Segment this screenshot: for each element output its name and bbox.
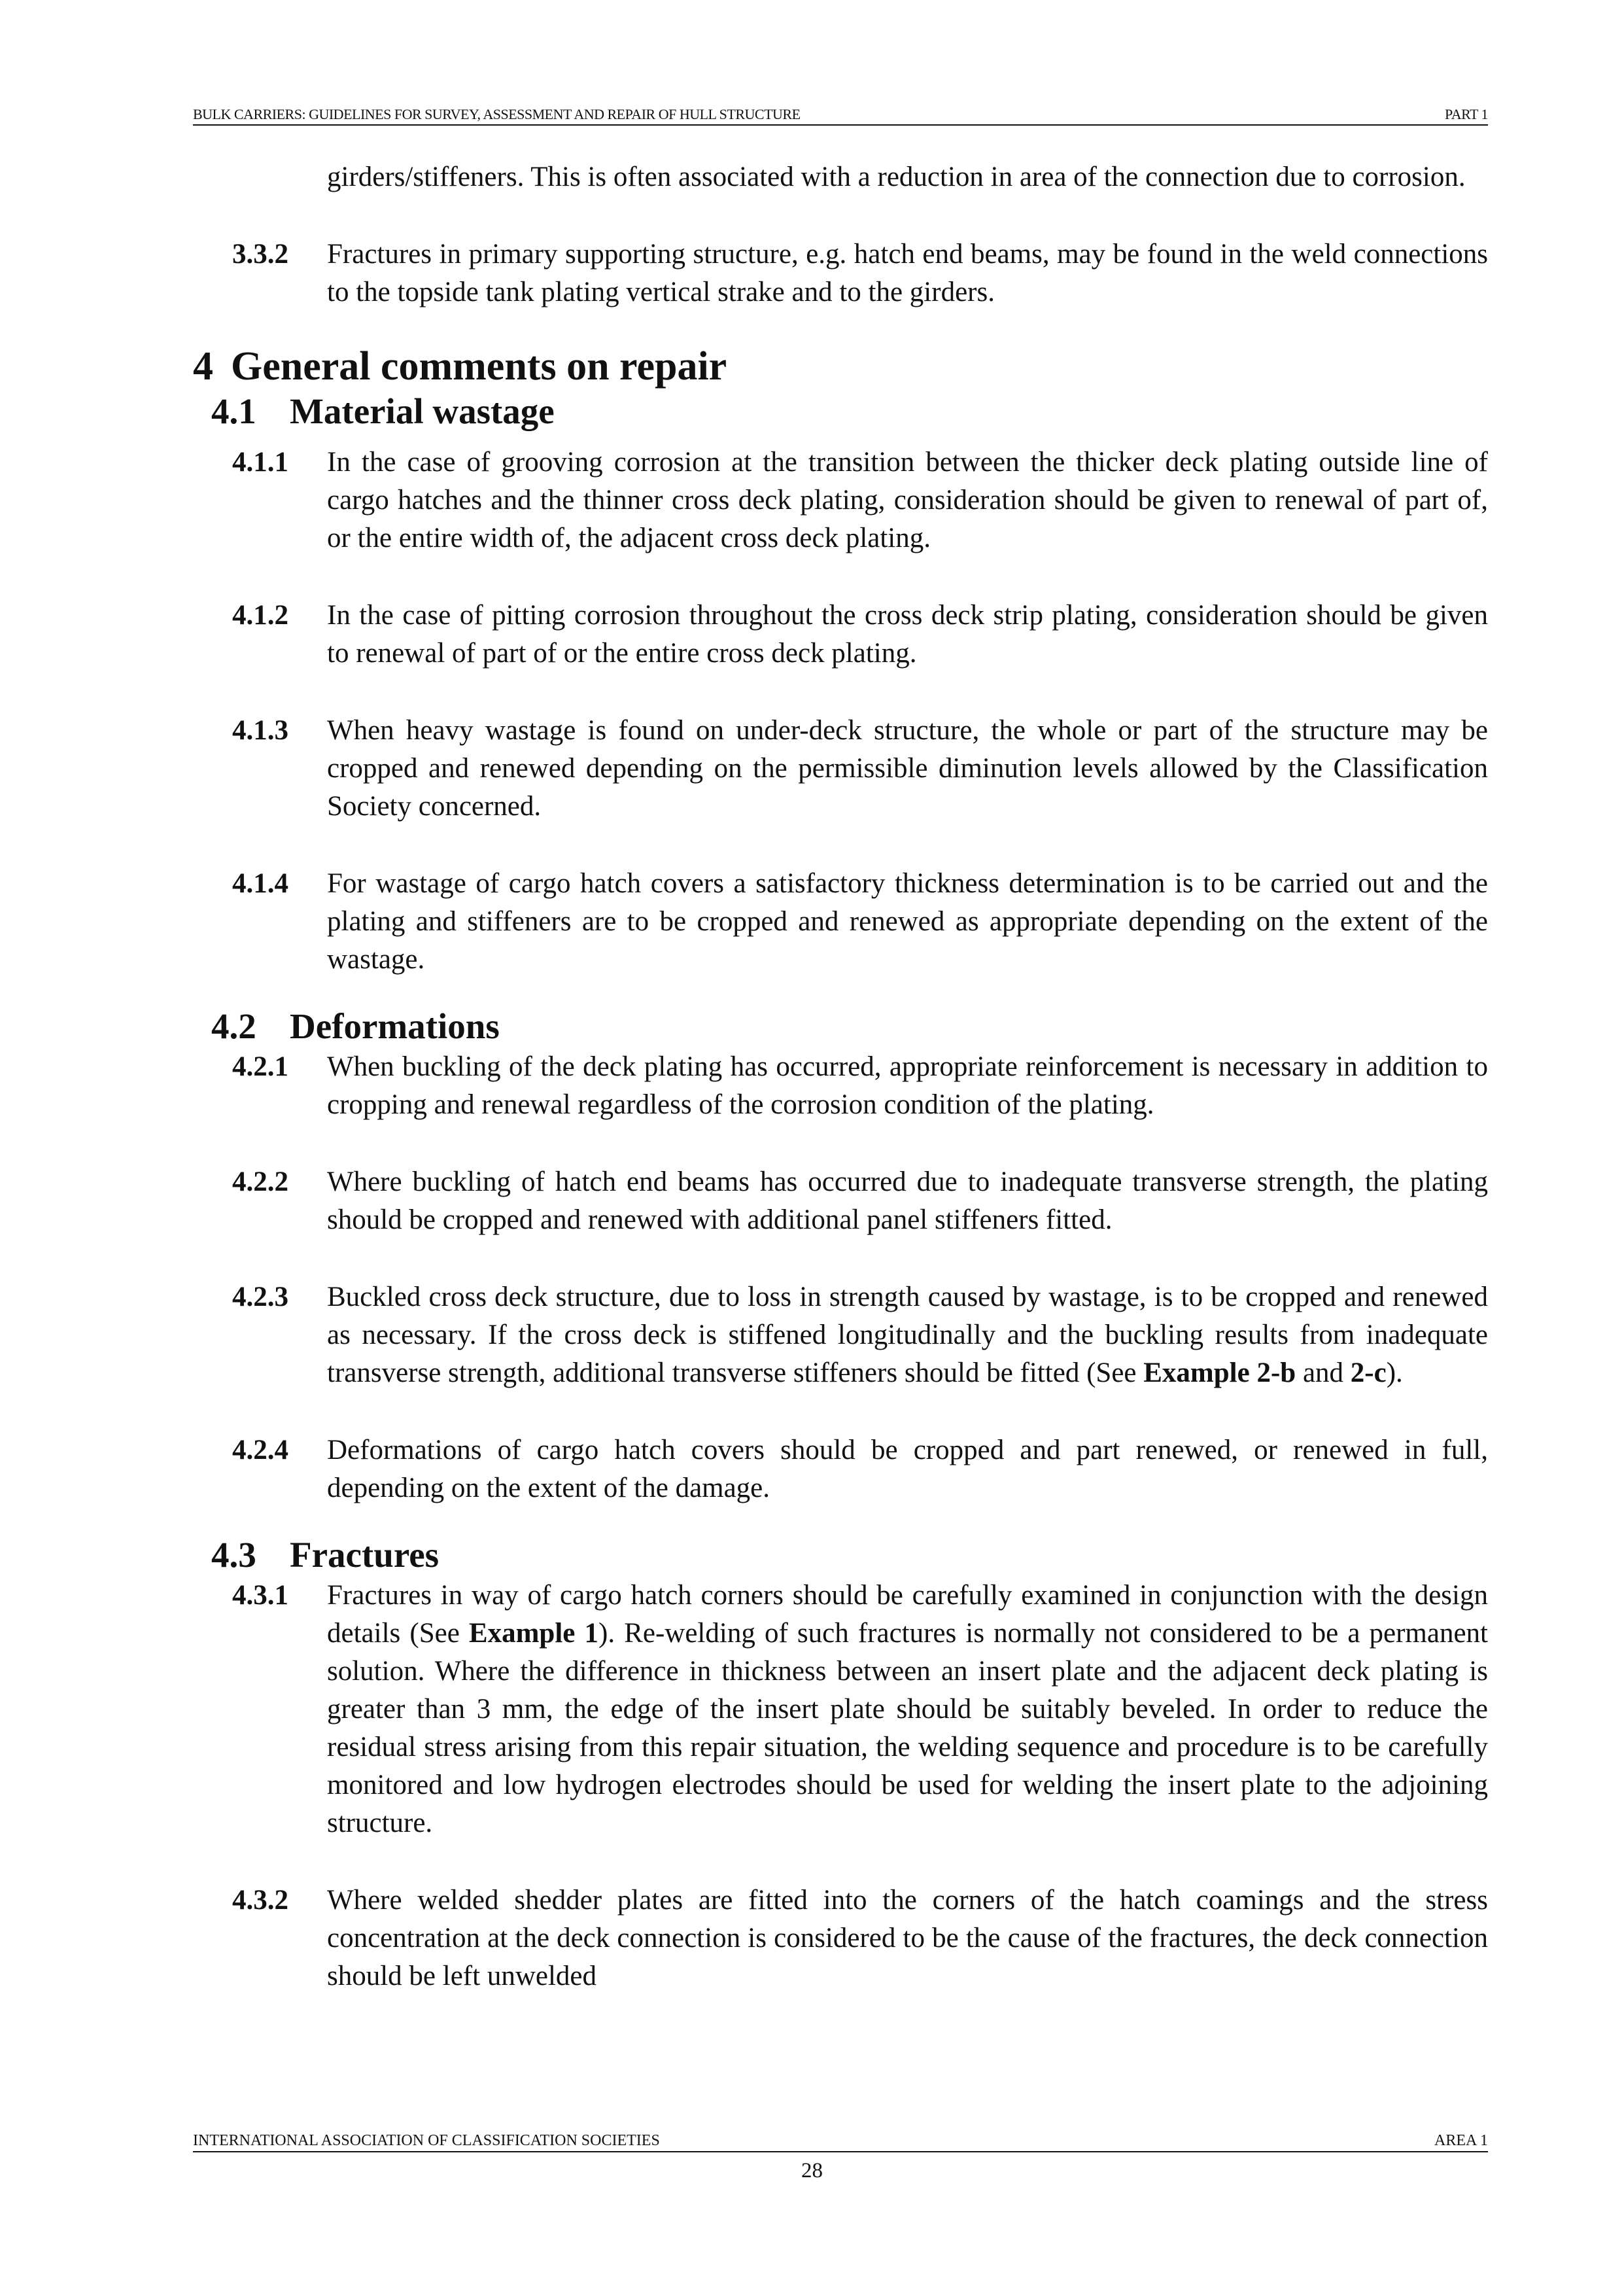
paragraph-text: Fractures in primary supporting structure, e.g. hatch end beams, may be found in the weld connections to the topside tank plating vertical strake and to the girders. (327, 239, 1488, 307)
header-part: PART 1 (1445, 106, 1488, 122)
paragraph-4-2-2 (193, 1163, 1488, 1239)
header-title: BULK CARRIERS: GUIDELINES FOR SURVEY, ASSESSMENT AND REPAIR OF HULL STRUCTURE (193, 106, 801, 122)
paragraph-text: When heavy wastage is found on under-deck structure, the whole or part of the structure may be cropped and renewed depending on the permissible diminution levels allowed by the Classification Society concerned. (327, 715, 1488, 822)
paragraph-number: 4.1.4 (232, 868, 288, 899)
paragraph-number: 3.3.2 (232, 239, 288, 270)
paragraph-text: Where welded shedder plates are fitted into the corners of the hatch coamings and the stress concentration at the deck connection is considered to be the cause of the fractures, the deck connection should be left unwelded (327, 1885, 1488, 1991)
section-heading-4 (193, 343, 1488, 390)
subsection-number: 4.3 (211, 1535, 256, 1575)
example-reference: 2-c (1350, 1358, 1387, 1388)
paragraph-4-2-4 (193, 1431, 1488, 1507)
paragraph-3-3-2 (193, 236, 1488, 311)
paragraph-text: Deformations of cargo hatch covers should be cropped and part renewed, or renewed in full, depending on the extent of the damage. (327, 1435, 1488, 1503)
paragraph-4-1-1 (193, 444, 1488, 557)
section-number: 4 (193, 344, 213, 389)
subsection-heading-4-3 (211, 1533, 1488, 1577)
subsection-heading-4-2 (211, 1005, 1488, 1048)
example-reference: Example 1 (468, 1618, 598, 1649)
page-header (193, 105, 1488, 126)
subsection-number: 4.2 (211, 1006, 256, 1046)
paragraph-text: Buckled cross deck structure, due to loss in strength caused by wastage, is to be cropped and renewed as necessary. If the cross deck is stiffened longitudinally and the buckling results from inadequate transverse strength, additional transverse stiffeners should be fitted (See Example 2-b and 2-c). (327, 1282, 1488, 1388)
paragraph-text: In the case of pitting corrosion throughout the cross deck strip plating, consideration should be given to renewal of part of or the entire cross deck plating. (327, 600, 1488, 669)
paragraph-4-1-2 (193, 597, 1488, 673)
paragraph-number: 4.1.2 (232, 600, 288, 631)
page-number: 28 (801, 2159, 823, 2182)
page-footer (193, 2130, 1488, 2152)
paragraph-text: Where buckling of hatch end beams has occurred due to inadequate transverse strength, the plating should be cropped and renewed with additional panel stiffeners fitted. (327, 1166, 1488, 1235)
paragraph-4-1-3 (193, 712, 1488, 826)
subsection-number: 4.1 (211, 391, 256, 431)
paragraph-number: 4.1.1 (232, 447, 288, 478)
paragraph-4-1-4 (193, 865, 1488, 979)
footer-area: AREA 1 (1434, 2132, 1488, 2149)
paragraph-4-2-3 (193, 1278, 1488, 1392)
paragraph-text: In the case of grooving corrosion at the transition between the thicker deck plating outside line of cargo hatches and the thinner cross deck plating, consideration should be given to renewal of part of, or the entire width of, the adjacent cross deck plating. (327, 447, 1488, 553)
footer-organization: INTERNATIONAL ASSOCIATION OF CLASSIFICATION SOCIETIES (193, 2132, 660, 2149)
paragraph-text: Fractures in way of cargo hatch corners should be carefully examined in conjunction with the design details (See Example 1). Re-welding of such fractures is normally not considered to be a permanent solution. Where the difference in thickness between an insert plate and the adjacent deck plating is greater than 3 mm, the edge of the insert plate should be suitably beveled. In order to reduce the residual stress arising from this repair situation, the welding sequence and procedure is to be carefully monitored and low hydrogen electrodes should be used for welding the insert plate to the adjoining structure. (327, 1580, 1488, 1838)
paragraph-4-2-1 (193, 1048, 1488, 1124)
subsection-title: Material wastage (290, 391, 555, 431)
paragraph-number: 4.3.1 (232, 1580, 288, 1611)
paragraph-text: When buckling of the deck plating has occurred, appropriate reinforcement is necessary in addition to cropping and renewal regardless of the corrosion condition of the plating. (327, 1051, 1488, 1120)
paragraph-number: 4.2.3 (232, 1282, 288, 1312)
paragraph-4-3-1 (193, 1577, 1488, 1842)
paragraph-number: 4.2.2 (232, 1166, 288, 1197)
subsection-heading-4-1 (211, 390, 1488, 433)
document-body (193, 158, 1488, 1995)
section-title: General comments on repair (231, 344, 727, 389)
subsection-title: Fractures (290, 1535, 440, 1575)
paragraph-number: 4.1.3 (232, 715, 288, 746)
paragraph-number: 4.3.2 (232, 1885, 288, 1916)
continued-paragraph: girders/stiffeners. This is often associated with a reduction in area of the connection due to corrosion. (327, 162, 1466, 192)
example-reference: Example 2-b (1143, 1358, 1296, 1388)
subsection-title: Deformations (290, 1006, 500, 1046)
paragraph-number: 4.2.4 (232, 1435, 288, 1465)
paragraph-4-3-2 (193, 1882, 1488, 1995)
paragraph-text: For wastage of cargo hatch covers a satisfactory thickness determination is to be carried out and the plating and stiffeners are to be cropped and renewed as appropriate depending on the extent of the wastage. (327, 868, 1488, 975)
paragraph-number: 4.2.1 (232, 1051, 288, 1082)
